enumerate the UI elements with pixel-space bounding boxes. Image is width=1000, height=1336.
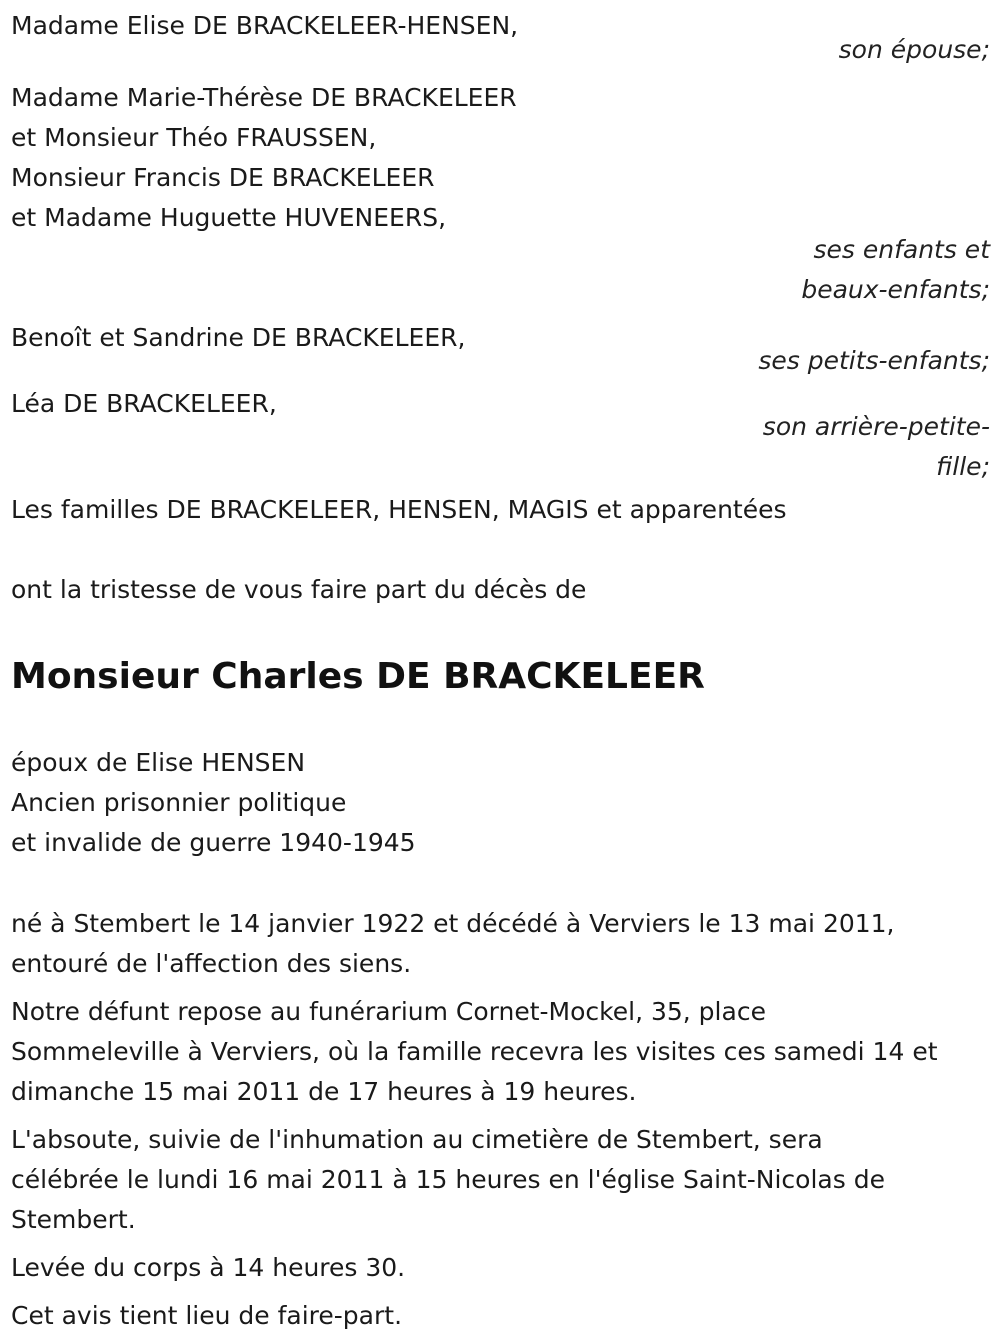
child-name: Monsieur Francis DE BRACKELEER [11,163,435,192]
deceased-details [11,743,990,863]
grandchildren-group [11,318,990,381]
spouse-relation: son épouse; [838,35,990,64]
detail-line: Ancien prisonnier politique [11,788,347,817]
child-name: et Madame Huguette HUVENEERS, [11,203,447,232]
spouse-name: Madame Elise DE BRACKELEER-HENSEN, [11,11,519,40]
grandchildren-name: Benoît et Sandrine DE BRACKELEER, [11,323,466,352]
paragraph-line: Notre défunt repose au funérarium Cornet-Mockel, 35, place [11,997,766,1026]
great-grandchildren-group [11,384,990,487]
birth-death-paragraph [11,904,990,984]
paragraph-line: célébrée le lundi 16 mai 2011 à 15 heures en l'église Saint-Nicolas de [11,1165,885,1194]
children-relation: ses enfants et [813,235,990,264]
grandchildren-relation: ses petits-enfants; [758,346,990,375]
funeral-paragraph [11,1120,990,1240]
children-group [11,78,990,310]
child-name: Madame Marie-Thérèse DE BRACKELEER [11,83,517,112]
families-line: Les familles DE BRACKELEER, HENSEN, MAGIS et apparentées [11,495,787,524]
great-grandchild-relation: fille; [936,452,990,481]
announcement-line: ont la tristesse de vous faire part du décès de [11,575,587,604]
great-grandchild-relation: son arrière-petite- [762,412,990,441]
child-name: et Monsieur Théo FRAUSSEN, [11,123,377,152]
paragraph-line: Sommeleville à Verviers, où la famille recevra les visites ces samedi 14 et [11,1037,938,1066]
paragraph-line: entouré de l'affection des siens. [11,949,412,978]
detail-line: époux de Elise HENSEN [11,748,306,777]
detail-line: et invalide de guerre 1940-1945 [11,828,416,857]
spouse-group [11,6,990,70]
paragraph-line: Stembert. [11,1205,136,1234]
notice-line: Cet avis tient lieu de faire-part. [11,1301,403,1330]
children-relation: beaux-enfants; [801,275,990,304]
paragraph-line: dimanche 15 mai 2011 de 17 heures à 19 heures. [11,1077,637,1106]
deceased-name: Monsieur Charles DE BRACKELEER [11,656,705,697]
great-grandchild-name: Léa DE BRACKELEER, [11,389,277,418]
paragraph-line: L'absoute, suivie de l'inhumation au cimetière de Stembert, sera [11,1125,823,1154]
visitation-paragraph [11,992,990,1112]
procession-line: Levée du corps à 14 heures 30. [11,1253,406,1282]
paragraph-line: né à Stembert le 14 janvier 1922 et décédé à Verviers le 13 mai 2011, [11,909,895,938]
